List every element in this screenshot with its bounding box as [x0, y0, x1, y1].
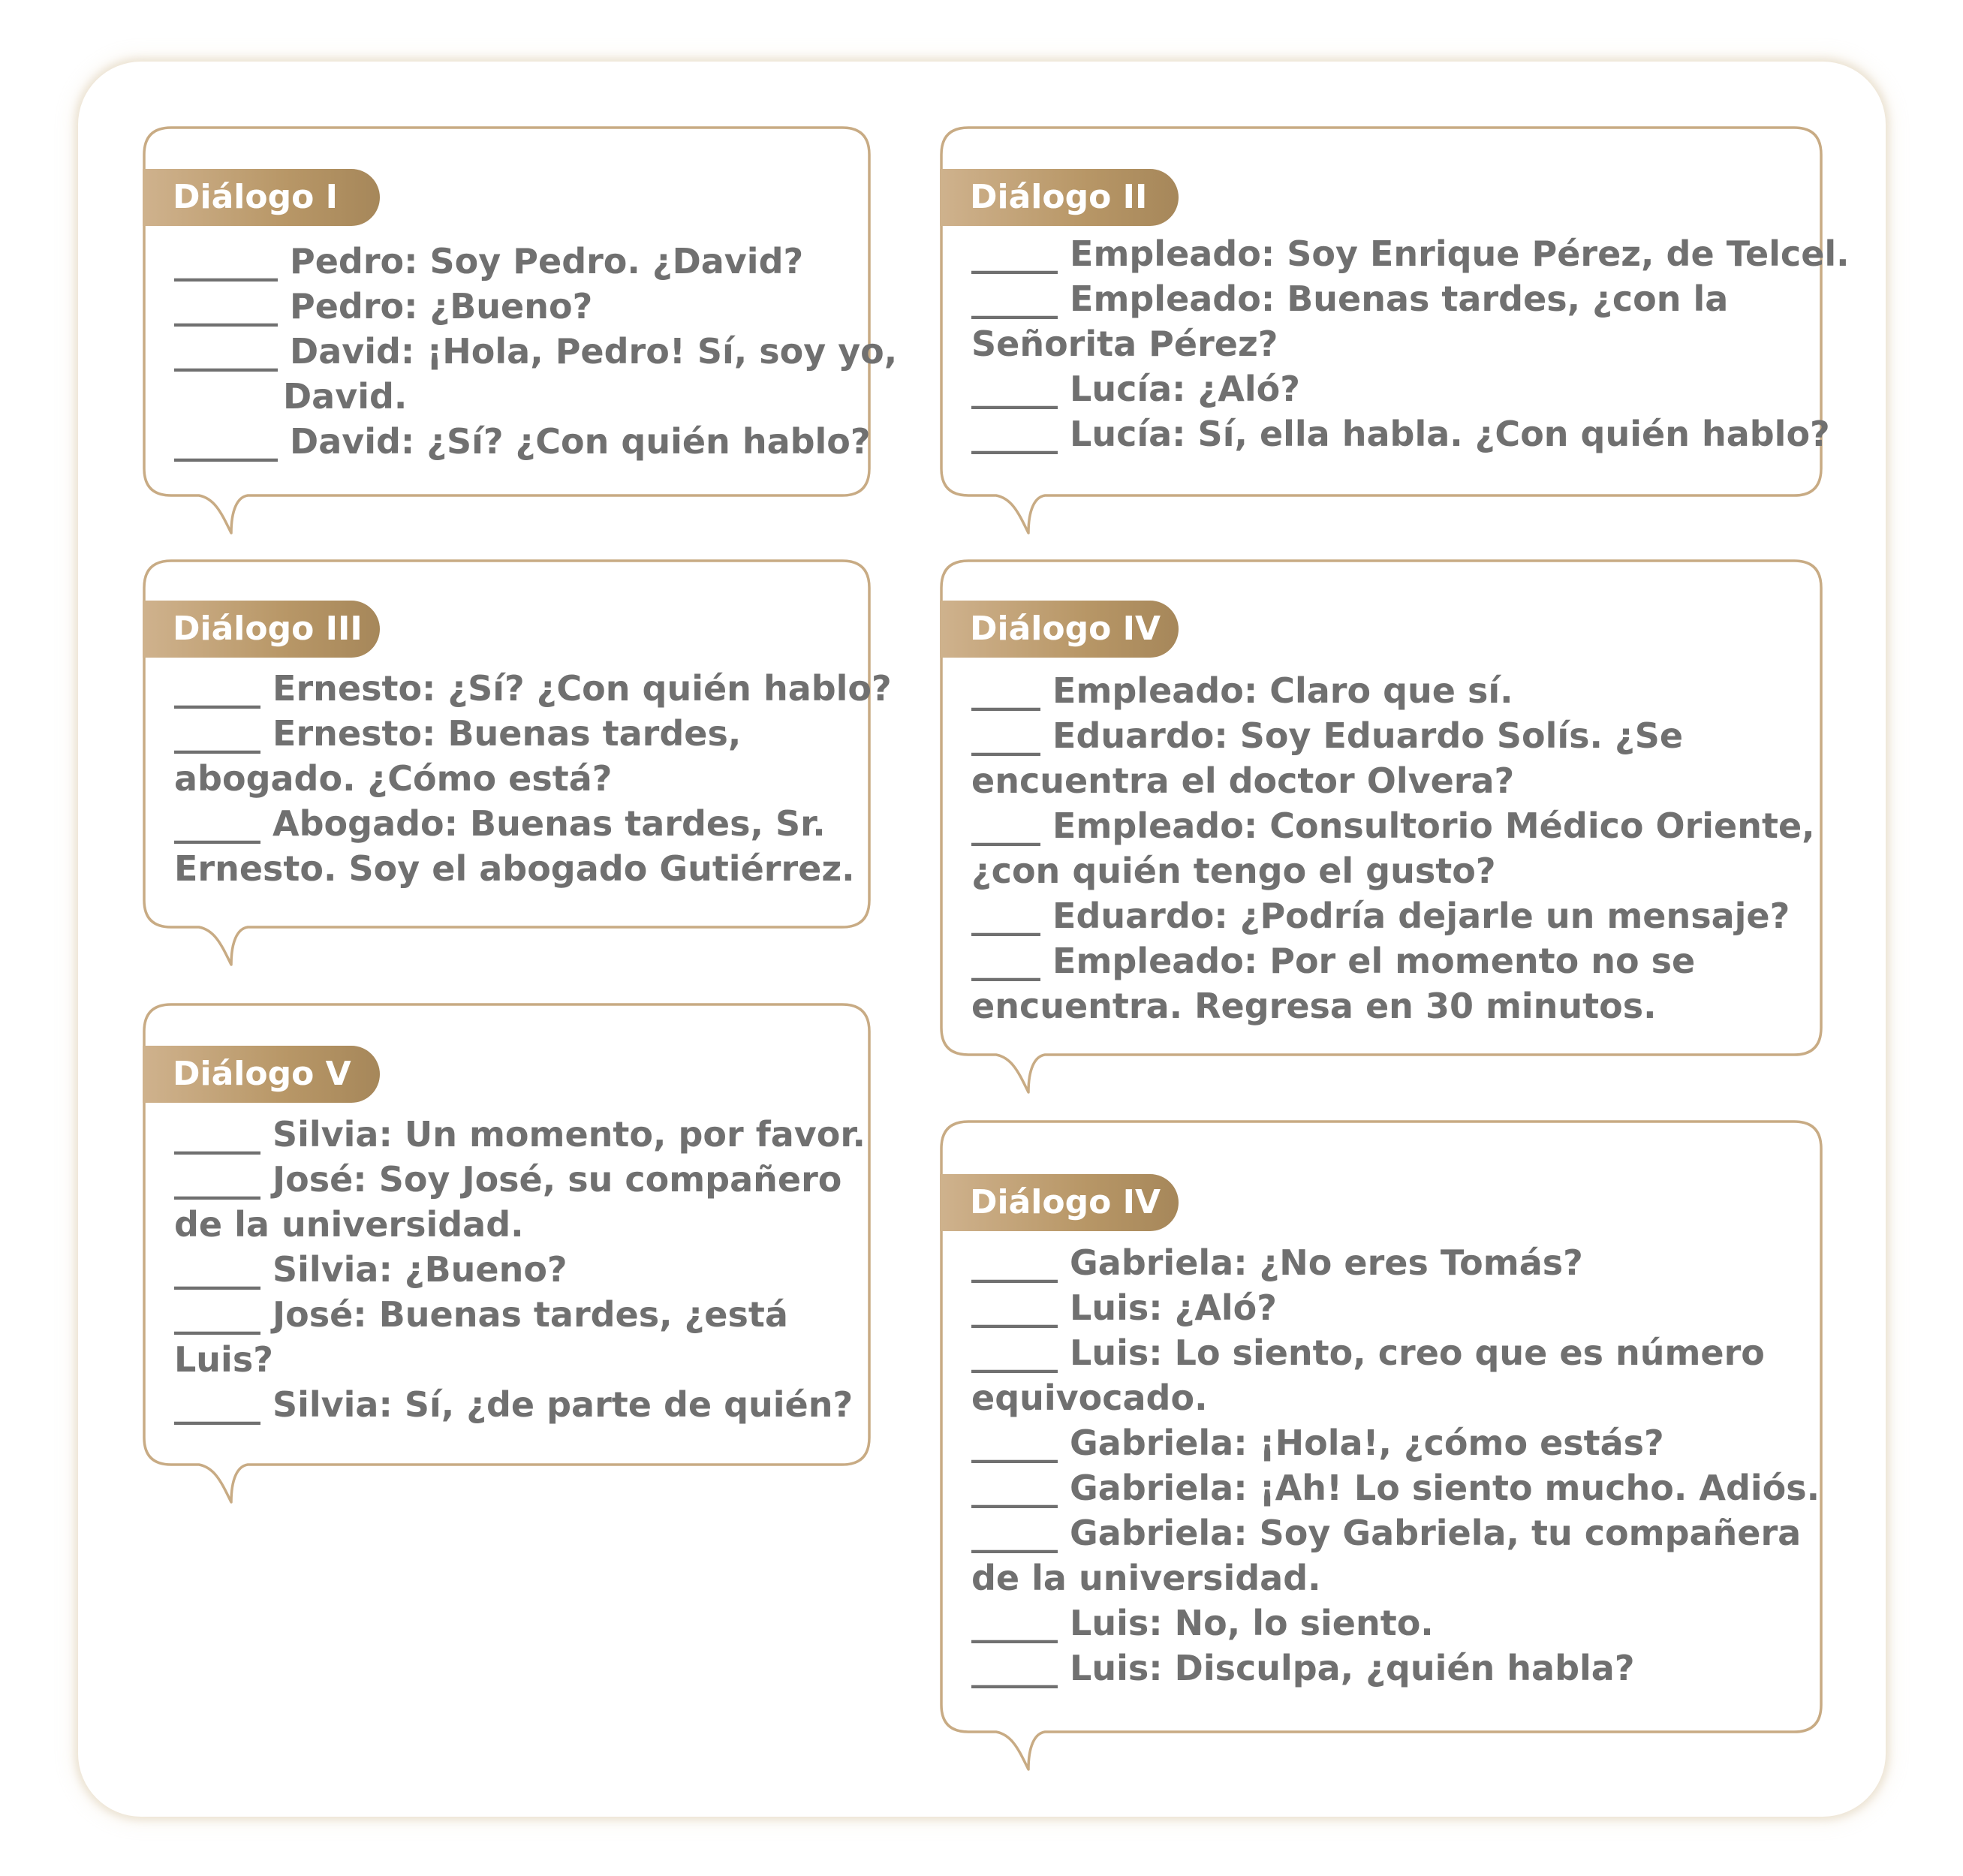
dialog-line: _____ Luis: Lo siento, creo que es número: [971, 1332, 1765, 1373]
dialog-line: encuentra el doctor Olvera?: [971, 760, 1515, 801]
dialog-title-4: Diálogo IV: [940, 601, 1179, 658]
dialog-lines-3: [174, 666, 892, 891]
dialog-line: de la universidad.: [971, 1558, 1321, 1598]
dialog-line: _____ Luis: ¿Aló?: [971, 1287, 1277, 1328]
dialog-title-6: Diálogo IV: [940, 1174, 1179, 1231]
dialog-line: abogado. ¿Cómo está?: [174, 758, 613, 799]
dialog-line: equivocado.: [971, 1378, 1208, 1418]
dialog-lines-5: [174, 1112, 866, 1427]
dialog-line: _____ Empleado: Soy Enrique Pérez, de Telcel.: [971, 233, 1850, 274]
dialog-line: _____ Silvia: ¿Bueno?: [174, 1249, 568, 1290]
dialog-bubble-4: [940, 559, 1823, 1096]
dialog-bubble-1: [143, 126, 898, 538]
dialog-line: Luis?: [174, 1339, 273, 1380]
dialog-bubble-3: [143, 559, 892, 968]
dialog-line: Señorita Pérez?: [971, 324, 1278, 364]
dialog-line: _____ Ernesto: ¿Sí? ¿Con quién hablo?: [174, 668, 892, 709]
dialog-line: _____ José: Soy José, su compañero: [174, 1159, 842, 1200]
dialog-title-3: Diálogo III: [143, 601, 380, 658]
dialog-line: _____ Gabriela: Soy Gabriela, tu compañera: [971, 1513, 1802, 1553]
dialog-lines-2: [971, 231, 1850, 456]
dialog-bubble-6: [940, 1120, 1823, 1773]
dialog-title-5: Diálogo V: [143, 1046, 380, 1103]
dialog-line: _____ Empleado: Buenas tardes, ¿con la: [971, 279, 1729, 319]
dialog-line: _____ Lucía: ¿Aló?: [971, 369, 1300, 409]
dialog-line: _____ Gabriela: ¿No eres Tomás?: [971, 1242, 1583, 1283]
dialog-line: David.: [283, 376, 408, 417]
dialog-title-2: Diálogo II: [940, 169, 1179, 226]
dialog-line: ¿con quién tengo el gusto?: [971, 851, 1496, 891]
dialog-line: encuentra. Regresa en 30 minutos.: [971, 986, 1657, 1026]
dialog-line: ____ Empleado: Claro que sí.: [971, 670, 1513, 711]
dialog-line: _____ José: Buenas tardes, ¿está: [174, 1294, 788, 1335]
dialog-line: _____ Silvia: Sí, ¿de parte de quién?: [174, 1384, 854, 1425]
dialog-line: ____ Empleado: Por el momento no se: [971, 941, 1696, 981]
dialog-line: _____ Gabriela: ¡Hola!, ¿cómo estás?: [971, 1423, 1664, 1463]
dialog-line: _____ Abogado: Buenas tardes, Sr.: [174, 803, 826, 844]
dialog-bubble-2: [940, 126, 1850, 538]
dialog-line: ______ Pedro: ¿Bueno?: [174, 286, 593, 327]
dialog-lines-1: [174, 239, 897, 464]
dialog-line: Ernesto. Soy el abogado Gutiérrez.: [174, 848, 855, 889]
dialog-line: _____ Lucía: Sí, ella habla. ¿Con quién hablo?: [971, 414, 1830, 454]
dialog-lines-6: [971, 1240, 1820, 1691]
dialog-line: ____ Eduardo: Soy Eduardo Solís. ¿Se: [971, 715, 1684, 756]
dialog-line: _____ Ernesto: Buenas tardes,: [174, 713, 742, 754]
dialog-line: ____ Empleado: Consultorio Médico Oriente,: [971, 806, 1815, 846]
dialog-bubble-5: [143, 1003, 871, 1506]
dialog-title-1: Diálogo I: [143, 169, 380, 226]
dialog-line: de la universidad.: [174, 1204, 524, 1245]
dialog-line: ______ Pedro: Soy Pedro. ¿David?: [174, 241, 804, 282]
dialog-line: _____ Luis: No, lo siento.: [971, 1603, 1434, 1643]
dialog-line: _____ Gabriela: ¡Ah! Lo siento mucho. Adiós.: [971, 1468, 1820, 1508]
dialog-line: ______ David: ¿Sí? ¿Con quién hablo?: [174, 421, 871, 462]
dialog-line: ____ Eduardo: ¿Podría dejarle un mensaje?: [971, 896, 1790, 936]
dialog-line: ______ David: ¡Hola, Pedro! Sí, soy yo,: [174, 331, 898, 372]
dialog-lines-4: [971, 668, 1815, 1028]
dialog-line: _____ Luis: Disculpa, ¿quién habla?: [971, 1648, 1635, 1688]
dialog-line: _____ Silvia: Un momento, por favor.: [174, 1114, 866, 1155]
